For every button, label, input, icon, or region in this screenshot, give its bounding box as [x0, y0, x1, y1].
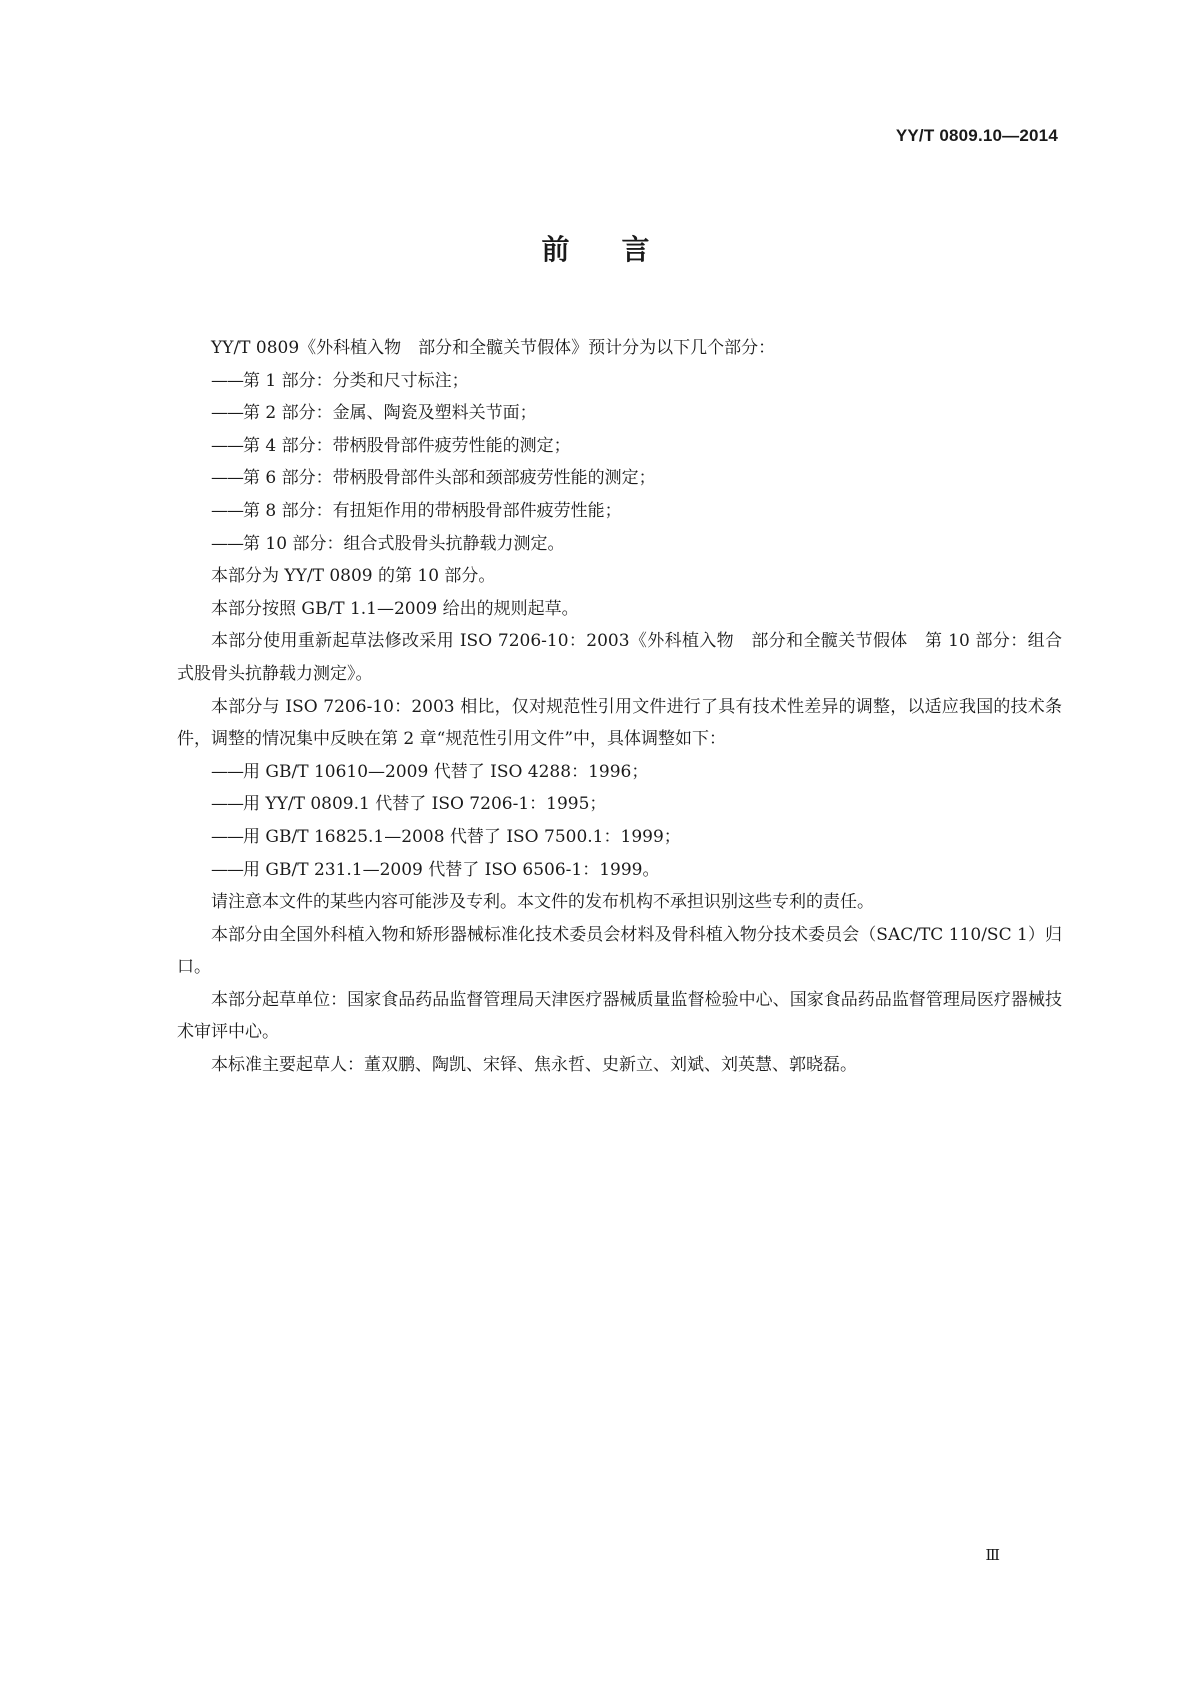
standard-code: YY/T 0809.10—2014 [895, 126, 1058, 145]
part-statement: 本部分为 YY/T 0809 的第 10 部分。 [211, 566, 496, 587]
page-number: Ⅲ [985, 1548, 1000, 1564]
dash-symbol: —— [211, 794, 243, 815]
committee-statement: 本部分由全国外科植入物和矫形器械标准化技术委员会材料及骨科植入物分技术委员会（SAC/TC 110/SC 1）归口。 [177, 924, 1062, 978]
dash-symbol: —— [211, 500, 243, 521]
replacement-text: 用 GB/T 231.1—2009 代替了 ISO 6506-1：1999。 [243, 859, 660, 880]
replacement-text: 用 GB/T 16825.1—2008 代替了 ISO 7500.1：1999； [243, 826, 681, 847]
replacement-text: 用 YY/T 0809.1 代替了 ISO 7206-1：1995； [243, 794, 607, 815]
list-item [177, 365, 1062, 398]
list-item [177, 528, 1062, 561]
list-item [177, 397, 1062, 430]
list-item-text: 第 2 部分：金属、陶瓷及塑料关节面； [243, 403, 537, 424]
dash-symbol: —— [211, 859, 243, 880]
list-item-text: 第 6 部分：带柄股骨部件头部和颈部疲劳性能的测定； [243, 468, 656, 489]
dash-symbol: —— [211, 468, 243, 489]
list-item-text: 第 10 部分：组合式股骨头抗静载力测定。 [243, 533, 565, 554]
dash-symbol: —— [211, 435, 243, 456]
replacement-item [177, 756, 1062, 789]
dash-symbol: —— [211, 826, 243, 847]
drafting-units-statement: 本部分起草单位：国家食品药品监督管理局天津医疗器械质量监督检验中心、国家食品药品监督管理局医疗器械技术审评中心。 [177, 989, 1062, 1043]
list-item-text: 第 1 部分：分类和尺寸标注； [243, 370, 469, 391]
list-item [177, 430, 1062, 463]
adoption-statement: 本部分使用重新起草法修改采用 ISO 7206-10：2003《外科植入物 部分和全髋关节假体 第 10 部分：组合式股骨头抗静载力测定》。 [177, 631, 1062, 684]
replacement-item [177, 821, 1062, 854]
page-title-char-1: 前 [541, 233, 570, 266]
foreword-body [177, 332, 1062, 1082]
dash-symbol: —— [211, 533, 243, 554]
list-item [177, 495, 1062, 528]
differences-statement: 本部分与 ISO 7206-10：2003 相比，仅对规范性引用文件进行了具有技术性差异的调整，以适应我国的技术条件，调整的情况集中反映在第 2 章“规范性引用文件”中，具体调整如下： [177, 696, 1062, 750]
page-title [0, 228, 1191, 268]
list-item-text: 第 4 部分：带柄股骨部件疲劳性能的测定； [243, 435, 571, 456]
list-item-text: 第 8 部分：有扭矩作用的带柄股骨部件疲劳性能； [243, 500, 622, 521]
dash-symbol: —— [211, 761, 243, 782]
patent-statement: 请注意本文件的某些内容可能涉及专利。本文件的发布机构不承担识别这些专利的责任。 [211, 892, 874, 913]
drafters-statement: 本标准主要起草人：董双鹏、陶凯、宋铎、焦永哲、史新立、刘斌、刘英慧、郭晓磊。 [211, 1055, 857, 1076]
replacement-item [177, 854, 1062, 887]
page-title-char-2: 言 [621, 233, 650, 266]
list-item [177, 462, 1062, 495]
replacement-item [177, 788, 1062, 821]
dash-symbol: —— [211, 370, 243, 391]
dash-symbol: —— [211, 403, 243, 424]
rules-statement: 本部分按照 GB/T 1.1—2009 给出的规则起草。 [211, 598, 579, 619]
replacement-text: 用 GB/T 10610—2009 代替了 ISO 4288：1996； [243, 761, 649, 782]
intro-paragraph: YY/T 0809《外科植入物 部分和全髋关节假体》预计分为以下几个部分： [211, 338, 776, 358]
